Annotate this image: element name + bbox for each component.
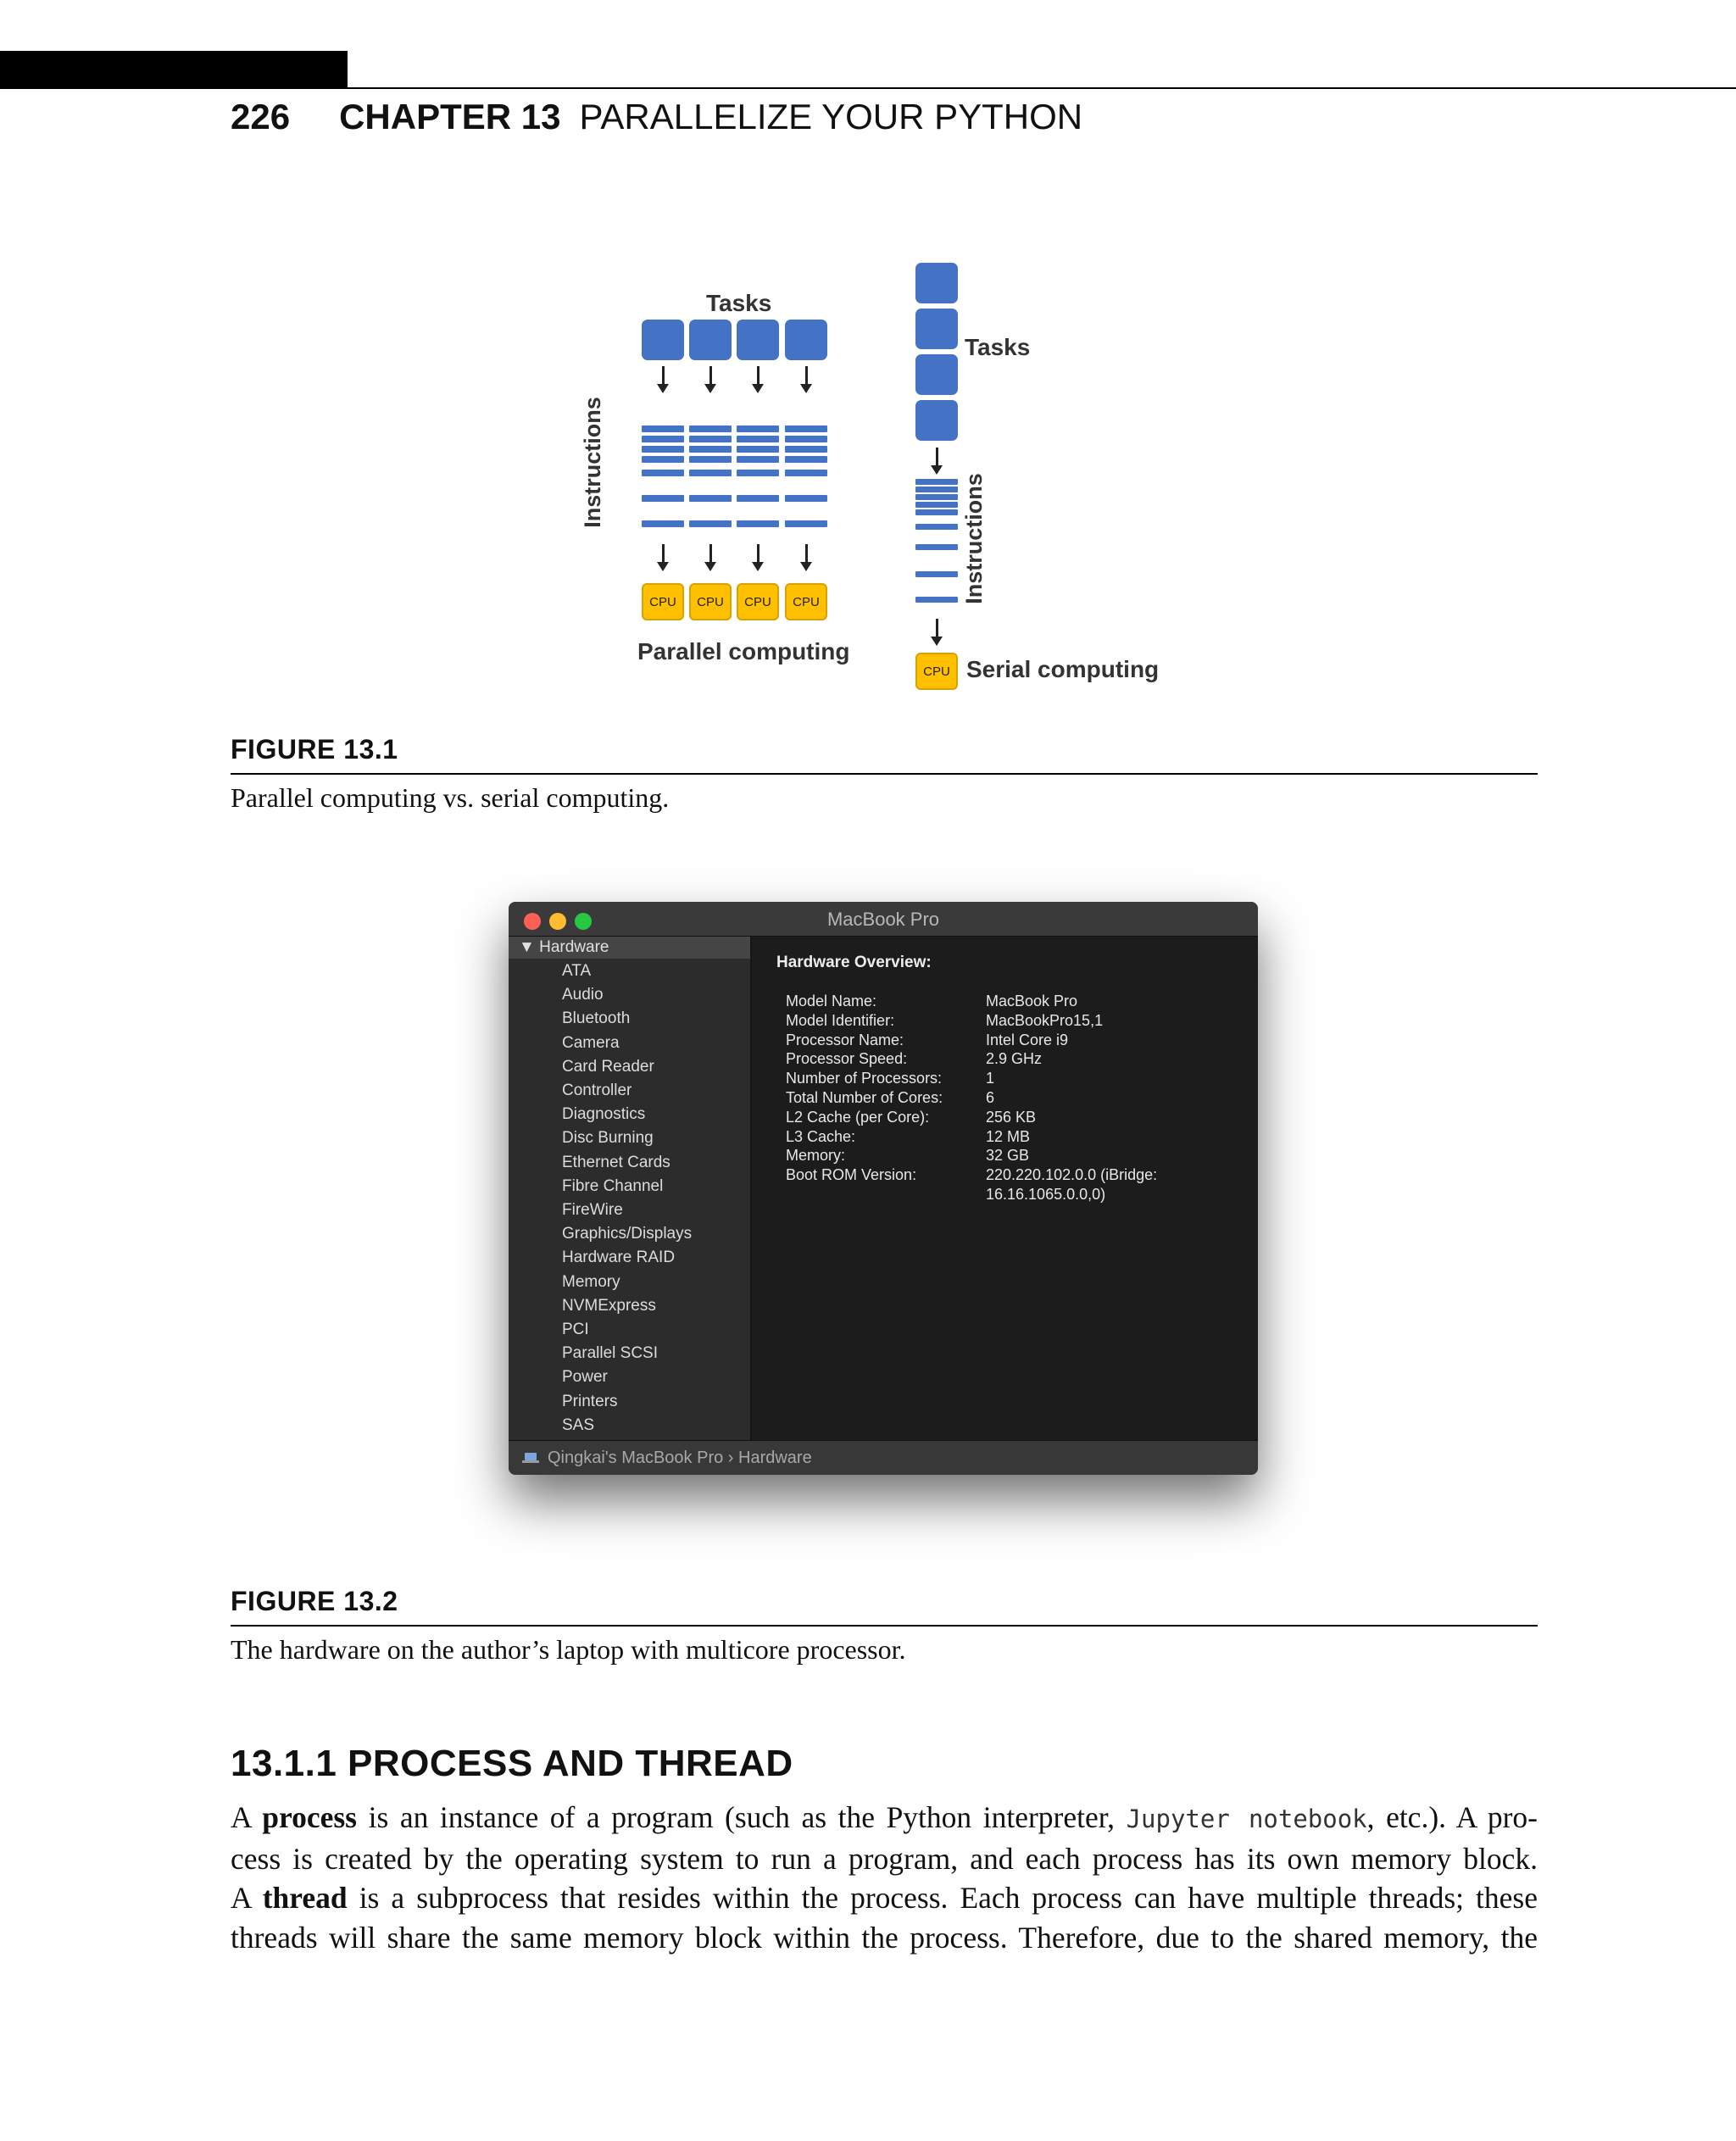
figure-13-1-diagram	[579, 254, 1187, 703]
parallel-task-block	[737, 320, 779, 360]
sidebar-item[interactable]: Graphics/Displays	[562, 1225, 693, 1243]
serial-task-block	[915, 309, 958, 349]
parallel-computing-label: Parallel computing	[637, 638, 850, 665]
serial-task-block	[915, 354, 958, 395]
chapter-title: PARALLELIZE YOUR PYTHON	[579, 97, 1083, 136]
serial-instructions-label: Instructions	[960, 473, 987, 604]
instruction-bar	[737, 446, 779, 453]
arrow-down-icon	[662, 544, 665, 563]
arrow-down-icon	[757, 366, 760, 385]
arrow-down-icon	[936, 448, 938, 466]
header-black-tab	[0, 51, 348, 88]
instruction-bar	[642, 520, 684, 527]
spec-key: Memory:	[786, 1147, 846, 1165]
spec-value: 256 KB	[986, 1108, 1037, 1126]
instruction-bar	[785, 446, 827, 453]
sidebar-item[interactable]: Parallel SCSI	[562, 1344, 658, 1363]
arrow-down-icon	[805, 366, 808, 385]
serial-task-block	[915, 263, 958, 303]
spec-value: 12 MB	[986, 1127, 1031, 1145]
instruction-bar	[915, 524, 958, 530]
arrow-down-icon	[805, 544, 808, 563]
figure-label: FIGURE 13.1	[231, 734, 398, 765]
sidebar-item[interactable]: FireWire	[562, 1201, 623, 1219]
instruction-bar	[737, 495, 779, 502]
term-process: process	[262, 1800, 358, 1834]
instruction-bar	[689, 495, 732, 502]
system-information-window	[509, 902, 1258, 1475]
sidebar-header	[519, 938, 609, 957]
spec-value: 220.220.102.0.0 (iBridge:	[986, 1166, 1158, 1184]
spec-value: 32 GB	[986, 1147, 1030, 1165]
figure-rule	[231, 773, 1538, 775]
instruction-bar	[737, 436, 779, 442]
instruction-bar	[689, 456, 732, 463]
spec-value: 2.9 GHz	[986, 1050, 1043, 1068]
instruction-bar	[785, 456, 827, 463]
sidebar-item[interactable]: Controller	[562, 1082, 632, 1099]
instruction-bar	[642, 436, 684, 442]
instruction-bar	[642, 446, 684, 453]
spec-key: Boot ROM Version:	[786, 1166, 917, 1184]
instruction-bar	[689, 425, 732, 432]
sidebar-item[interactable]: Power	[562, 1368, 608, 1387]
path-bar-text[interactable]: Qingkai's MacBook Pro › Hardware	[548, 1449, 812, 1467]
inline-code: Jupyter notebook	[1126, 1805, 1367, 1833]
spec-key: Total Number of Cores:	[786, 1089, 943, 1106]
body-paragraph	[231, 1798, 1538, 1957]
spec-value: MacBook Pro	[986, 993, 1078, 1009]
term-thread: thread	[262, 1881, 348, 1915]
window-title: MacBook Pro	[826, 909, 940, 930]
figure-label: FIGURE 13.2	[231, 1586, 398, 1616]
sidebar-item[interactable]: Diagnostics	[562, 1105, 646, 1124]
spec-value: MacBookPro15,1	[986, 1011, 1104, 1029]
arrow-down-icon	[709, 366, 712, 385]
instruction-bar	[642, 425, 684, 432]
instruction-bar	[689, 436, 732, 442]
sidebar-item[interactable]: Card Reader	[562, 1057, 654, 1076]
spec-value: 1	[986, 1070, 995, 1087]
instruction-bar	[785, 470, 827, 476]
sidebar-item[interactable]: ATA	[562, 962, 592, 980]
instruction-bar	[785, 495, 827, 502]
spec-value: 16.16.1065.0.0,0)	[986, 1186, 1106, 1203]
instruction-bar	[785, 436, 827, 442]
instruction-bar	[689, 520, 732, 527]
paragraph-line: threads will share the same memory block within the process. Therefore, due to the shared memory, the	[231, 1920, 1538, 1955]
instruction-bar	[915, 494, 958, 500]
path-bar	[509, 1440, 1258, 1475]
instruction-bar	[642, 470, 684, 476]
parallel-instructions-label: Instructions	[579, 397, 605, 528]
spec-key: L2 Cache (per Core):	[786, 1108, 930, 1126]
spec-value: 6	[986, 1089, 995, 1106]
instruction-bar	[915, 509, 958, 515]
spec-key: Processor Name:	[786, 1031, 904, 1048]
instruction-bar	[642, 456, 684, 463]
section-heading: 13.1.1 PROCESS AND THREAD	[231, 1743, 793, 1784]
sidebar-item[interactable]: Disc Burning	[562, 1129, 654, 1148]
parallel-tasks-label: Tasks	[706, 290, 772, 316]
sidebar-item[interactable]: Ethernet Cards	[562, 1153, 670, 1171]
instruction-bar	[915, 597, 958, 603]
instruction-bar	[689, 446, 732, 453]
paragraph-line: A thread is a subprocess that resides within the process. Each process can have multiple threads; these	[231, 1881, 1538, 1915]
spec-key: Number of Processors:	[786, 1070, 943, 1087]
hardware-overview-panel	[752, 937, 1258, 1440]
spec-value: Intel Core i9	[986, 1031, 1069, 1048]
hardware-sidebar	[509, 937, 752, 1440]
laptop-icon	[522, 1453, 539, 1463]
instruction-bar	[915, 571, 958, 577]
arrow-down-icon	[709, 544, 712, 563]
sidebar-item[interactable]: Audio	[562, 986, 604, 1004]
cpu-chip-icon: CPU	[785, 583, 827, 620]
instruction-bar	[737, 425, 779, 432]
instruction-bar	[737, 456, 779, 463]
header-rule	[0, 87, 1736, 89]
spec-key: L3 Cache:	[786, 1127, 856, 1145]
serial-task-block	[915, 400, 958, 441]
instruction-bar	[737, 520, 779, 527]
sidebar-item[interactable]: NVMExpress	[562, 1296, 656, 1315]
instruction-bar	[915, 502, 958, 508]
sidebar-item[interactable]: Bluetooth	[562, 1009, 631, 1028]
instruction-bar	[785, 520, 827, 527]
disclosure-triangle-icon: ▼	[519, 938, 535, 956]
instruction-bar	[915, 544, 958, 550]
instruction-bar	[689, 470, 732, 476]
sidebar-item-hardware[interactable]	[509, 937, 750, 959]
spec-key: Model Identifier:	[786, 1011, 895, 1029]
sidebar-item[interactable]: Camera	[562, 1033, 620, 1052]
parallel-task-block	[785, 320, 827, 360]
sidebar-item[interactable]: Memory	[562, 1272, 620, 1291]
serial-tasks-label: Tasks	[965, 334, 1031, 360]
arrow-down-icon	[757, 544, 760, 563]
sidebar-item[interactable]: Hardware RAID	[562, 1248, 676, 1267]
chapter-number: CHAPTER 13	[339, 97, 561, 136]
sidebar-item[interactable]: Fibre Channel	[562, 1176, 664, 1195]
instruction-bar	[642, 495, 684, 502]
cpu-chip-icon: CPU	[642, 583, 684, 620]
cpu-chip-icon: CPU	[737, 583, 779, 620]
parallel-task-block	[642, 320, 684, 360]
sidebar-item[interactable]: SAS	[562, 1415, 595, 1434]
parallel-task-block	[689, 320, 732, 360]
paragraph-line: A process is an instance of a program (such as the Python interpreter, Jupyter notebook, etc.). A pro-	[231, 1800, 1538, 1834]
sidebar-item[interactable]: PCI	[562, 1321, 589, 1338]
sidebar-header-label: Hardware	[539, 938, 609, 956]
serial-computing-label: Serial computing	[966, 656, 1160, 682]
figure-rule	[231, 1625, 1538, 1627]
instruction-bar	[737, 470, 779, 476]
instruction-bar	[785, 425, 827, 432]
arrow-down-icon	[936, 619, 938, 637]
spec-key: Processor Speed:	[786, 1050, 908, 1068]
instruction-bar	[915, 479, 958, 485]
figure-caption: Parallel computing vs. serial computing.	[231, 782, 670, 813]
instruction-bar	[915, 487, 958, 492]
paragraph-line: cess is created by the operating system to run a program, and each process has its own memory block.	[231, 1841, 1538, 1876]
spec-key: Model Name:	[786, 993, 877, 1009]
cpu-chip-icon: CPU	[689, 583, 732, 620]
cpu-chip-icon: CPU	[915, 653, 958, 690]
figure-caption: The hardware on the author’s laptop with multicore processor.	[231, 1634, 906, 1665]
page-number: 226	[231, 97, 291, 136]
overview-title: Hardware Overview:	[776, 954, 932, 971]
arrow-down-icon	[662, 366, 665, 385]
window-titlebar	[509, 902, 1258, 937]
running-head	[231, 95, 1082, 139]
sidebar-item[interactable]: Printers	[562, 1392, 618, 1410]
